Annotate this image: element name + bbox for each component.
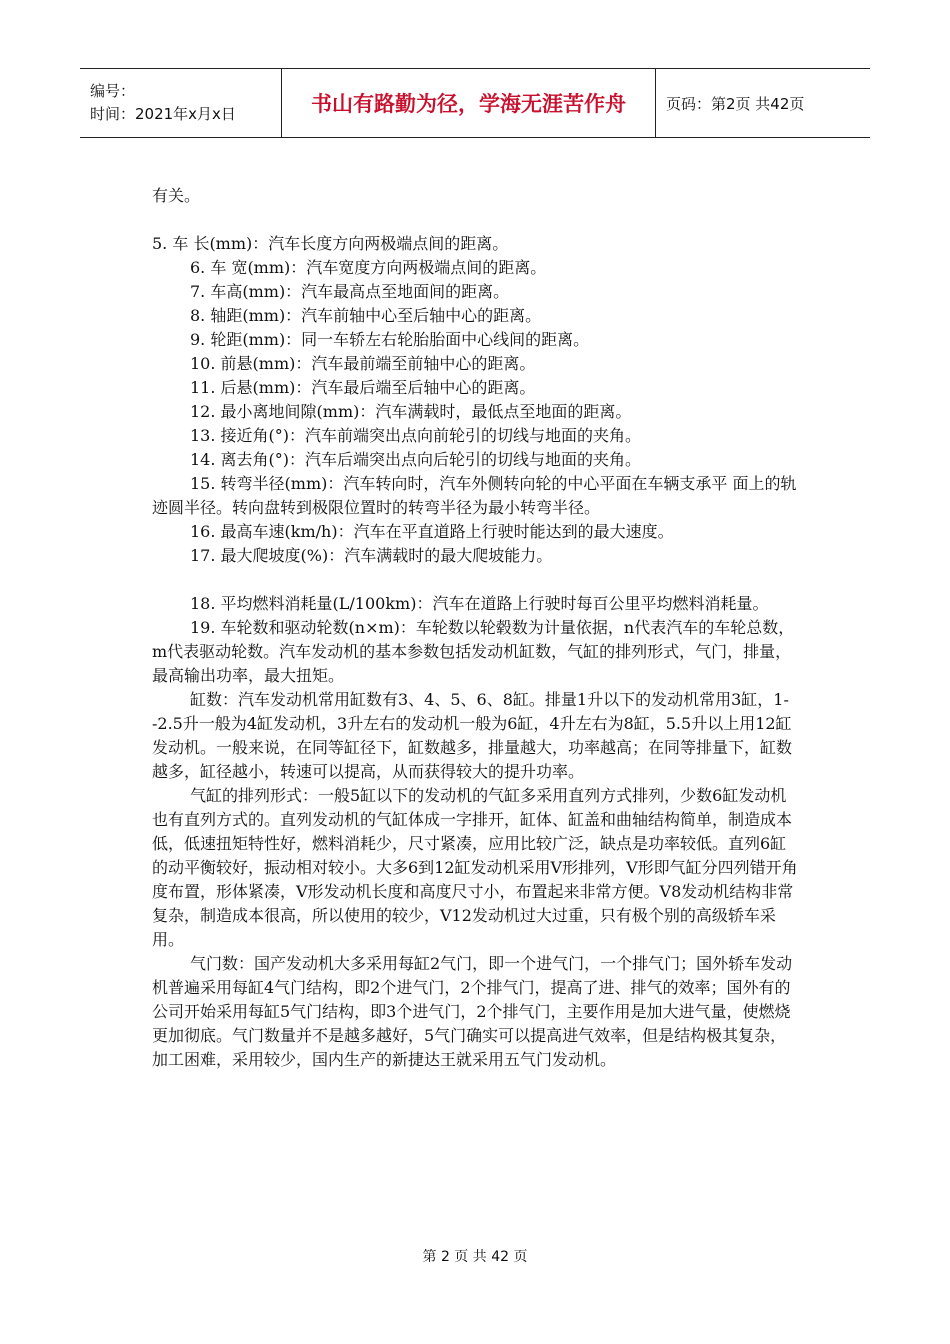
list-item: 12. 最小离地间隙(mm)：汽车满载时，最低点至地面的距离。: [190, 402, 632, 421]
paragraph-gap: [152, 568, 802, 592]
header-time-label: 时间：2021年x月x日: [90, 105, 236, 123]
page-footer: 第 2 页 共 42 页: [422, 1249, 528, 1265]
paragraph-gap: [152, 208, 802, 232]
list-item: 17. 最大爬坡度(%)：汽车满载时的最大爬坡能力。: [190, 546, 553, 565]
paragraph: 有关。: [152, 186, 201, 205]
header-meta: [80, 69, 282, 137]
header-number-label: 编号：: [90, 82, 136, 100]
paragraph: 气缸的排列形式：一般5缸以下的发动机的气缸多采用直列方式排列，少数6缸发动机也有直列方式的。直列发动机的气缸体成一字排开，缸体、缸盖和曲轴结构简单，制造成本低，低速扭矩特性好，燃料消耗少，尺寸紧凑，应用比较广泛，缺点是功率较低。直列6缸的动平衡较好，振动相对较小。大多6到12缸发动机采用V形排列，V形即气缸分四列错开角度布置，形体紧凑，V形发动机长度和高度尺寸小，布置起来非常方便。V8发动机结构非常复杂，制造成本很高，所以使用的较少，V12发动机过大过重，只有极个别的高级轿车采用。: [152, 786, 798, 949]
header-motto: 书山有路勤为径，学海无涯苦作舟: [282, 69, 656, 137]
list-item: 18. 平均燃料消耗量(L/100km)：汽车在道路上行驶时每百公里平均燃料消耗量。: [190, 594, 769, 613]
list-item: 16. 最高车速(km/h)：汽车在平直道路上行驶时能达到的最大速度。: [190, 522, 674, 541]
list-item: 8. 轴距(mm)：汽车前轴中心至后轴中心的距离。: [190, 306, 542, 325]
list-item: 6. 车 宽(mm)：汽车宽度方向两极端点间的距离。: [190, 258, 547, 277]
list-item: 10. 前悬(mm)：汽车最前端至前轴中心的距离。: [190, 354, 536, 373]
list-item: 15. 转弯半径(mm)：汽车转向时，汽车外侧转向轮的中心平面在车辆支承平 面上的轨迹圆半径。转向盘转到极限位置时的转弯半径为最小转弯半径。: [152, 474, 797, 517]
list-item: 19. 车轮数和驱动轮数(n×m)：车轮数以轮毂数为计量依据，n代表汽车的车轮总数，m代表驱动轮数。汽车发动机的基本参数包括发动机缸数，气缸的排列形式，气门，排量，最高输出功率，最大扭矩。: [152, 618, 795, 685]
document-body: [152, 184, 802, 1072]
list-item: 13. 接近角(°)：汽车前端突出点向前轮引的切线与地面的夹角。: [190, 426, 642, 445]
list-item: 14. 离去角(°)：汽车后端突出点向后轮引的切线与地面的夹角。: [190, 450, 642, 469]
list-item: 9. 轮距(mm)：同一车轿左右轮胎胎面中心线间的距离。: [190, 330, 590, 349]
list-item: 11. 后悬(mm)：汽车最后端至后轴中心的距离。: [190, 378, 536, 397]
header-page-info: 页码：第2页 共42页: [666, 94, 805, 113]
list-item: 7. 车高(mm)：汽车最高点至地面间的距离。: [190, 282, 510, 301]
list-item: 5. 车 长(mm)：汽车长度方向两极端点间的距离。: [152, 234, 509, 253]
page-header: [80, 68, 870, 138]
paragraph: 缸数：汽车发动机常用缸数有3、4、5、6、8缸。排量1升以下的发动机常用3缸，1--2.5升一般为4缸发动机，3升左右的发动机一般为6缸，4升左右为8缸，5.5升以上用12缸发动机。一般来说，在同等缸径下，缸数越多，排量越大，功率越高；在同等排量下，缸数越多，缸径越小，转速可以提高，从而获得较大的提升功率。: [152, 690, 793, 781]
paragraph: 气门数：国产发动机大多采用每缸2气门，即一个进气门，一个排气门；国外轿车发动机普遍采用每缸4气门结构，即2个进气门，2个排气门，提高了进、排气的效率；国外有的公司开始采用每缸5气门结构，即3个进气门，2个排气门，主要作用是加大进气量，使燃烧更加彻底。气门数量并不是越多越好，5气门确实可以提高进气效率，但是结构极其复杂，加工困难，采用较少，国内生产的新捷达王就采用五气门发动机。: [152, 954, 793, 1069]
